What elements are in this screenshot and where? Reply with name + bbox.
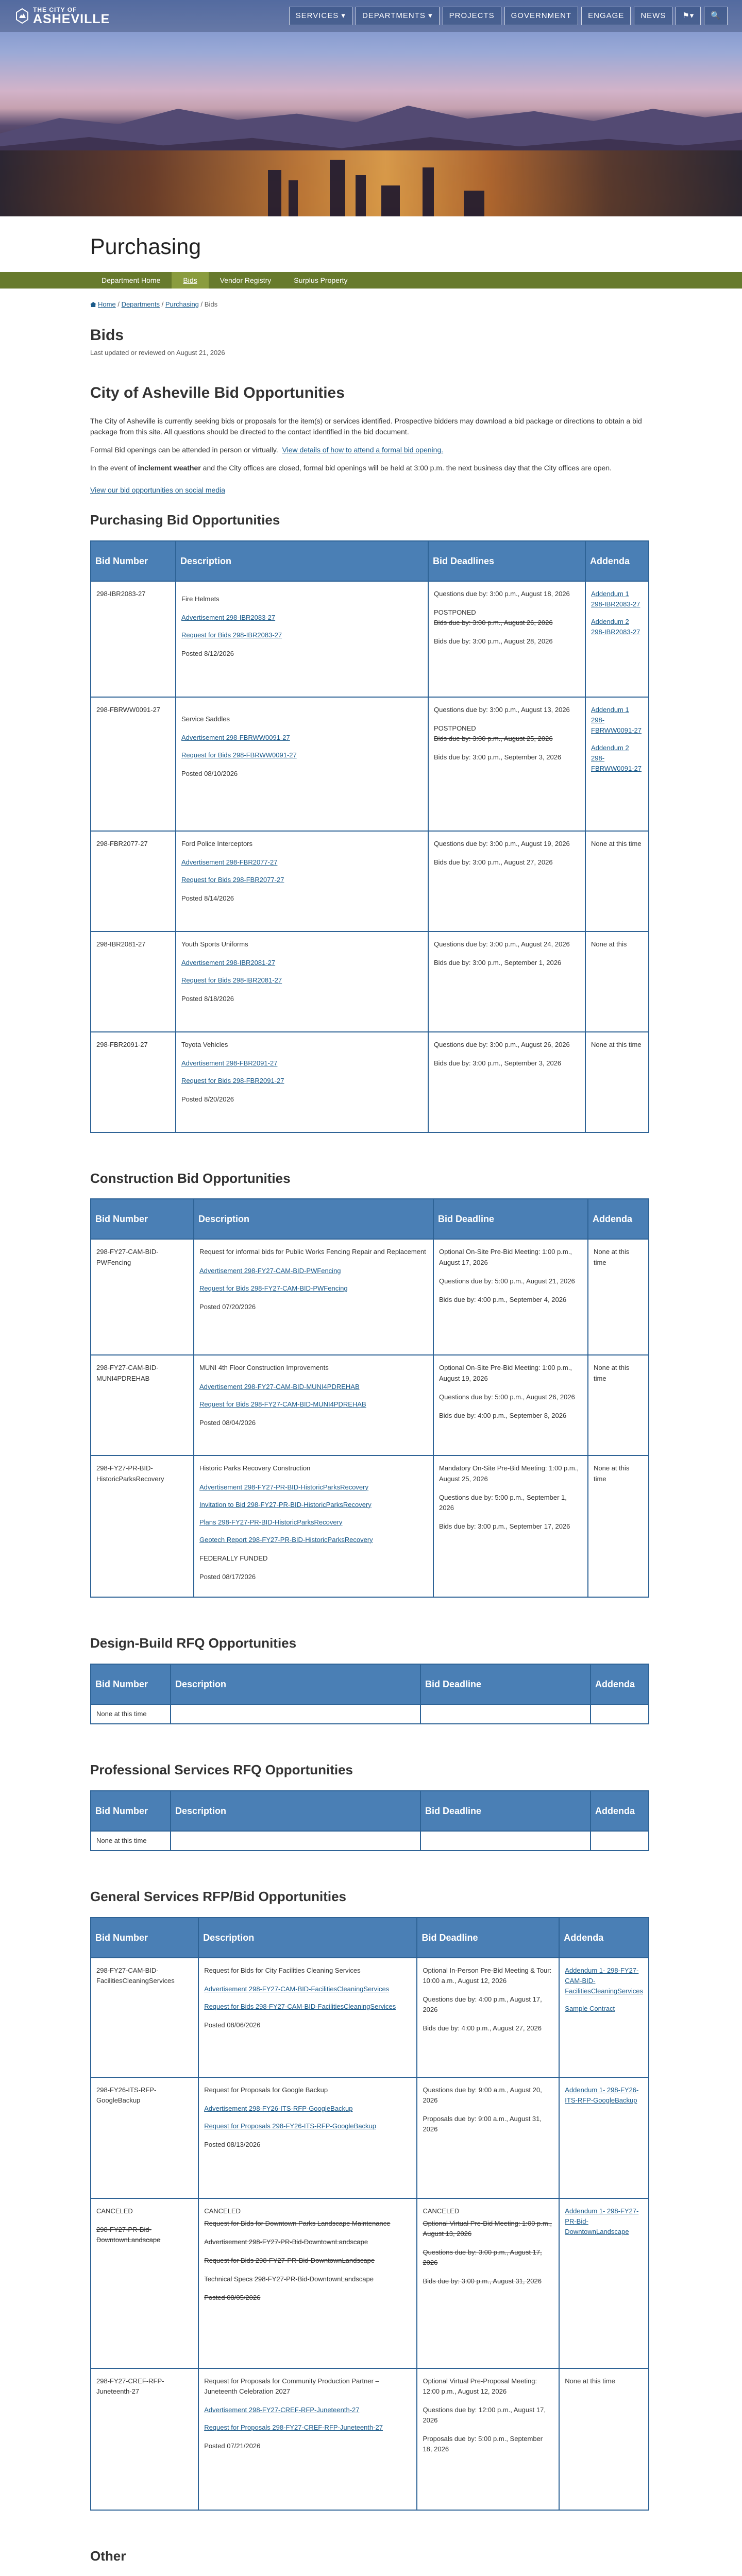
request-struck: Request for Bids 298-FY27-PR-Bid-DowntownLandscape [204, 2257, 375, 2265]
breadcrumb-separator: / [117, 300, 120, 308]
breadcrumb-current: Bids [204, 300, 218, 308]
request-link[interactable]: Request for Bids 298-IBR2081-27 [181, 976, 282, 984]
bid-deadlines [433, 1355, 588, 1455]
bid-name: Historic Parks Recovery Construction [199, 1464, 311, 1472]
skyline-tower [464, 191, 484, 216]
empty-cell [171, 1831, 420, 1851]
addendum-link[interactable]: Addendum 2 298-FBRWW0091-27 [591, 744, 642, 773]
request-link[interactable]: Request for Bids 298-FY27-CAM-BID-MUNI4PDREHAB [199, 1400, 366, 1408]
bids-deadline: Bids due by: 4:00 p.m., September 8, 2026 [439, 1411, 567, 1419]
bids-deadline: Bids due by: 3:00 p.m., September 3, 2026 [434, 1059, 562, 1067]
bid-deadlines [417, 2198, 559, 2368]
specs-struck: Technical Specs 298-FY27-PR-Bid-DowntownLandscape [204, 2275, 374, 2283]
bid-deadlines [428, 697, 585, 831]
posted-date: Posted 07/20/2026 [199, 1302, 256, 1311]
bid-name: Ford Police Interceptors [181, 839, 253, 848]
bid-name: Request for Proposals for Community Production Partner – Juneteenth Celebration 2027 [204, 2377, 379, 2395]
bid-deadlines [428, 1032, 585, 1132]
postponed-label: POSTPONED [434, 724, 476, 732]
bid-addenda: None at this time [585, 831, 649, 931]
bid-name: Request for Bids for Downtown Parks Landscape Maintenance [204, 2219, 391, 2227]
funding-note: FEDERALLY FUNDED [199, 1554, 268, 1563]
col-deadline: Bid Deadline [417, 1918, 559, 1958]
advertisement-link[interactable]: Advertisement 298-FY27-CAM-BID-FacilitiesCleaningServices [204, 1985, 390, 1993]
general-services-heading: General Services RFP/Bid Opportunities [90, 1889, 347, 1905]
addendum-link[interactable]: Addendum 1 298-IBR2083-27 [591, 589, 640, 608]
hero-image [0, 0, 742, 216]
skyline-tower [356, 175, 366, 216]
questions-deadline: Questions due by: 3:00 p.m., August 24, 2026 [434, 940, 570, 948]
questions-deadline: Questions due by: 4:00 p.m., August 17, 2026 [423, 1995, 542, 2014]
language-icon[interactable]: ⚑▾ [676, 7, 701, 25]
bid-addenda: None at this time [588, 1239, 649, 1355]
breadcrumb-departments[interactable]: Departments [121, 300, 160, 308]
bid-description [198, 2198, 417, 2368]
table-header-row [91, 541, 649, 581]
questions-deadline: Questions due by: 3:00 p.m., August 19, 2026 [434, 839, 570, 848]
none-notice: None at this time [91, 1831, 171, 1851]
posted-date: Posted 08/10/2026 [181, 770, 238, 778]
col-bid-number: Bid Number [91, 1199, 194, 1239]
col-deadline: Bid Deadline [433, 1199, 588, 1239]
bid-description [176, 831, 428, 931]
nav-government[interactable]: GOVERNMENT [504, 7, 579, 25]
bid-deadlines [428, 931, 585, 1032]
bid-deadlines [433, 1239, 588, 1355]
bid-name: Request for Proposals for Google Backup [204, 2086, 328, 2094]
prebid-meeting: Optional On-Site Pre-Bid Meeting: 1:00 p.m., August 19, 2026 [439, 1364, 572, 1382]
questions-deadline: Questions due by: 3:00 p.m., August 13, 2026 [434, 705, 570, 714]
col-description: Description [171, 1664, 420, 1704]
subnav-surplus-property[interactable]: Surplus Property [294, 276, 348, 284]
home-icon [90, 302, 96, 307]
advertisement-link[interactable]: Advertisement 298-FY26-ITS-RFP-GoogleBackup [204, 2104, 353, 2112]
prebid-meeting: Optional Virtual Pre-Bid Meeting: 1:00 p.m., August 13, 2026 [423, 2219, 552, 2238]
professional-table [90, 1790, 649, 1851]
bid-description [176, 1032, 428, 1132]
geotech-link[interactable]: Geotech Report 298-FY27-PR-BID-HistoricParksRecovery [199, 1535, 373, 1544]
struck-deadline: Bids due by: 3:00 p.m., August 25, 2026 [434, 734, 553, 742]
table-row [91, 1958, 649, 2077]
bid-addenda: None at this time [588, 1455, 649, 1597]
bid-number [91, 2198, 198, 2368]
city-skyline [0, 150, 742, 216]
bid-name: Fire Helmets [181, 595, 220, 603]
col-addenda: Addenda [559, 1918, 649, 1958]
invitation-link[interactable]: Invitation to Bid 298-FY27-PR-BID-HistoricParksRecovery [199, 1500, 372, 1509]
bid-opening-paragraph [90, 445, 652, 455]
table-row [91, 831, 649, 931]
proposals-deadline: Proposals due by: 5:00 p.m., September 18, 2026 [423, 2435, 543, 2453]
addendum-link[interactable]: Addendum 2 298-IBR2083-27 [591, 617, 640, 636]
search-icon[interactable]: 🔍 [704, 7, 728, 25]
table-row [91, 1032, 649, 1132]
bid-description [176, 697, 428, 831]
bid-addenda [585, 697, 649, 831]
subnav-bids[interactable]: Bids [172, 272, 208, 289]
intro-text [90, 416, 652, 473]
breadcrumb-home[interactable]: Home [98, 300, 116, 308]
struck-deadline: Bids due by: 3:00 p.m., August 26, 2026 [434, 618, 553, 626]
table-row [91, 1239, 649, 1355]
col-addenda: Addenda [591, 1664, 649, 1704]
table-header-row [91, 1199, 649, 1239]
posted-date: Posted 08/17/2026 [199, 1573, 256, 1581]
bid-addenda: None at this time [585, 1032, 649, 1132]
bid-addenda: None at this time [588, 1355, 649, 1455]
purchasing-table [90, 540, 649, 1133]
city-seal-icon [15, 8, 29, 24]
col-bid-number: Bid Number [91, 1664, 171, 1704]
postponed-label: POSTPONED [434, 608, 476, 616]
posted-date: Posted 08/05/2026 [204, 2294, 261, 2302]
request-link[interactable]: Request for Bids 298-FBR2077-27 [181, 875, 284, 884]
table-header-row [91, 1664, 649, 1704]
col-addenda: Addenda [591, 1791, 649, 1831]
bid-number: 298-FY27-CAM-BID-FacilitiesCleaningServices [91, 1958, 198, 2077]
bid-addenda [585, 581, 649, 697]
empty-cell [591, 1831, 649, 1851]
table-row [91, 1831, 649, 1851]
skyline-tower [423, 167, 434, 216]
bid-deadlines [417, 2368, 559, 2510]
col-description: Description [171, 1791, 420, 1831]
bid-description [198, 2368, 417, 2510]
bid-description [194, 1355, 433, 1455]
breadcrumb [90, 300, 652, 310]
table-row [91, 1355, 649, 1455]
questions-deadline: Questions due by: 5:00 p.m., August 26, 2026 [439, 1393, 575, 1401]
advertisement-link[interactable]: Advertisement 298-FY27-PR-BID-HistoricParksRecovery [199, 1483, 368, 1491]
posted-date: Posted 07/21/2026 [204, 2442, 261, 2450]
col-bid-number: Bid Number [91, 1791, 171, 1831]
empty-cell [420, 1831, 591, 1851]
request-link[interactable]: Request for Bids 298-FBRWW0091-27 [181, 751, 297, 759]
table-row [91, 697, 649, 831]
advertisement-link[interactable]: Advertisement 298-FY27-CAM-BID-PWFencing [199, 1266, 341, 1275]
site-header [0, 0, 742, 32]
design-build-heading: Design-Build RFQ Opportunities [90, 1635, 297, 1651]
table-header-row [91, 1918, 649, 1958]
breadcrumb-separator: / [200, 300, 203, 308]
bid-addenda: None at this time [559, 2368, 649, 2510]
col-deadline: Bid Deadline [420, 1664, 591, 1704]
opportunities-heading: City of Asheville Bid Opportunities [90, 384, 345, 402]
table-row [91, 931, 649, 1032]
bid-number: 298-FBR2091-27 [91, 1032, 176, 1132]
logo-big-text: ASHEVILLE [33, 11, 110, 26]
col-description: Description [176, 541, 428, 581]
bids-deadline: Bids due by: 4:00 p.m., August 27, 2026 [423, 2024, 542, 2032]
city-logo[interactable] [15, 7, 110, 26]
canceled-label: CANCELED [423, 2207, 460, 2215]
bid-addenda [559, 2077, 649, 2198]
general-services-table [90, 1917, 649, 2511]
bids-heading: Bids [90, 326, 124, 344]
questions-deadline: Questions due by: 9:00 a.m., August 20, 2026 [423, 2086, 542, 2104]
bids-deadline: Bids due by: 3:00 p.m., September 1, 2026 [434, 958, 562, 967]
bids-deadline: Bids due by: 4:00 p.m., September 4, 2026 [439, 1295, 567, 1303]
posted-date: Posted 08/04/2026 [199, 1418, 256, 1427]
bid-addenda [559, 2198, 649, 2368]
purchasing-heading: Purchasing Bid Opportunities [90, 512, 280, 528]
skyline-tower [268, 170, 281, 216]
addendum-link[interactable]: Addendum 1- 298-FY27-CAM-BID-FacilitiesCleaningServices [565, 1966, 644, 1995]
bids-deadline: Bids due by: 3:00 p.m., September 17, 2026 [439, 1522, 570, 1530]
bids-deadline: Bids due by: 3:00 p.m., August 28, 2026 [434, 637, 553, 646]
bid-name: Request for informal bids for Public Works Fencing Repair and Replacement [199, 1248, 426, 1256]
posted-date: Posted 08/06/2026 [204, 2021, 261, 2029]
empty-cell [591, 1704, 649, 1724]
request-link[interactable]: Request for Bids 298-FY27-CAM-BID-FacilitiesCleaningServices [204, 2002, 396, 2010]
bid-number: 298-FBR2077-27 [91, 831, 176, 931]
canceled-label: CANCELED [96, 2207, 133, 2215]
bid-opening-link[interactable]: View details of how to attend a formal bid opening. [282, 445, 444, 454]
nav-news[interactable]: NEWS [634, 7, 672, 25]
bid-number: 298-FY27-CREF-RFP-Juneteenth-27 [91, 2368, 198, 2510]
bid-number: 298-FY27-CAM-BID-MUNI4PDREHAB [91, 1355, 194, 1455]
bid-deadlines [417, 1958, 559, 2077]
proposals-deadline: Proposals due by: 9:00 a.m., August 31, 2026 [423, 2114, 542, 2133]
bid-number: 298-IBR2081-27 [91, 931, 176, 1032]
request-link[interactable]: Request for Proposals 298-FY26-ITS-RFP-GoogleBackup [204, 2122, 377, 2130]
questions-deadline: Questions due by: 5:00 p.m., August 21, 2026 [439, 1277, 575, 1285]
nav-projects[interactable]: PROJECTS [443, 7, 501, 25]
questions-deadline: Questions due by: 3:00 p.m., August 17, 2026 [423, 2248, 542, 2267]
main-nav [289, 7, 728, 25]
bid-addenda: None at this [585, 931, 649, 1032]
bid-name: Toyota Vehicles [181, 1040, 228, 1048]
subnav-department-home[interactable]: Department Home [102, 276, 161, 284]
posted-date: Posted 8/12/2026 [181, 650, 234, 658]
addendum-link[interactable]: Addendum 1- 298-FY27-PR-Bid-DowntownLandscape [565, 2207, 639, 2235]
social-media-link[interactable]: View our bid opportunities on social media [90, 485, 226, 494]
bid-name: MUNI 4th Floor Construction Improvements [199, 1364, 329, 1372]
col-bid-number: Bid Number [91, 541, 176, 581]
table-row [91, 2368, 649, 2510]
bid-name: Youth Sports Uniforms [181, 940, 248, 948]
prebid-meeting: Optional On-Site Pre-Bid Meeting: 1:00 p.m., August 17, 2026 [439, 1248, 572, 1266]
bid-deadlines [417, 2077, 559, 2198]
weather-text-post: and the City offices are closed, formal bid openings will be held at 3:00 p.m. the next business day that the City offices are open. [203, 463, 612, 472]
table-row-canceled [91, 2198, 649, 2368]
bid-number: 298-FY26-ITS-RFP-GoogleBackup [91, 2077, 198, 2198]
addendum-link[interactable]: Addendum 1 298-FBRWW0091-27 [591, 705, 642, 734]
table-header-row [91, 1791, 649, 1831]
bids-deadline: Bids due by: 3:00 p.m., September 3, 2026 [434, 753, 562, 761]
sub-navigation [0, 272, 742, 289]
prebid-meeting: Optional In-Person Pre-Bid Meeting & Tour: 10:00 a.m., August 12, 2026 [423, 1966, 552, 1985]
main-content [90, 289, 652, 2576]
bids-deadline: Bids due by: 3:00 p.m., August 31, 2026 [423, 2277, 542, 2285]
nav-engage[interactable]: ENGAGE [581, 7, 631, 25]
other-heading: Other [90, 2548, 126, 2564]
professional-heading: Professional Services RFQ Opportunities [90, 1762, 353, 1778]
bid-opening-text: Formal Bid openings can be attended in person or virtually. [90, 445, 278, 454]
prebid-meeting: Mandatory On-Site Pre-Bid Meeting: 1:00 p.m., August 25, 2026 [439, 1464, 579, 1483]
advertisement-link[interactable]: Advertisement 298-FBRWW0091-27 [181, 733, 290, 741]
bid-description [198, 1958, 417, 2077]
advertisement-link[interactable]: Advertisement 298-FBR2077-27 [181, 858, 278, 866]
col-description: Description [198, 1918, 417, 1958]
bid-description [194, 1455, 433, 1597]
table-row [91, 1455, 649, 1597]
skyline-tower [289, 180, 298, 216]
skyline-tower [330, 160, 345, 216]
construction-table [90, 1198, 649, 1598]
request-link[interactable]: Request for Bids 298-FBR2091-27 [181, 1076, 284, 1084]
bid-addenda [559, 1958, 649, 2077]
questions-deadline: Questions due by: 3:00 p.m., August 18, 2026 [434, 589, 570, 598]
advertisement-struck: Advertisement 298-FY27-PR-Bid-DowntownLandscape [204, 2238, 368, 2246]
bid-deadlines [428, 581, 585, 697]
bid-name: Service Saddles [181, 715, 230, 723]
weather-text-pre: In the event of [90, 463, 136, 472]
posted-date: Posted 8/20/2026 [181, 1095, 234, 1104]
posted-date: Posted 8/18/2026 [181, 995, 234, 1003]
advertisement-link[interactable]: Advertisement 298-FBR2091-27 [181, 1059, 278, 1067]
col-description: Description [194, 1199, 433, 1239]
questions-deadline: Questions due by: 12:00 p.m., August 17, 2026 [423, 2405, 546, 2425]
intro-paragraph: The City of Asheville is currently seeking bids or proposals for the item(s) or services identified. Prospective bidders may download a bid package or directions to obtain a bid package from this site. All questions should be directed to the contact identified in the bid document. [90, 416, 642, 436]
request-link[interactable]: Request for Proposals 298-FY27-CREF-RFP-Juneteenth-27 [204, 2424, 383, 2432]
advertisement-link[interactable]: Advertisement 298-FY27-CREF-RFP-Juneteenth-27 [204, 2405, 360, 2414]
bid-deadlines [428, 831, 585, 931]
bid-description [176, 931, 428, 1032]
subnav-vendor-registry[interactable]: Vendor Registry [220, 276, 272, 284]
request-link[interactable]: Request for Bids 298-FY27-CAM-BID-PWFencing [199, 1284, 348, 1292]
col-addenda: Addenda [585, 541, 649, 581]
bid-deadlines [433, 1455, 588, 1597]
breadcrumb-separator: / [161, 300, 164, 308]
col-addenda: Addenda [588, 1199, 649, 1239]
bid-number: 298-FY27-PR-BID-HistoricParksRecovery [91, 1455, 194, 1597]
request-link[interactable]: Request for Bids 298-IBR2083-27 [181, 631, 282, 639]
nav-services[interactable]: SERVICES ▾ [289, 7, 352, 25]
canceled-label: CANCELED [204, 2207, 241, 2215]
bid-number-struck: 298-FY27-PR-Bid-DowntownLandscape [96, 2225, 161, 2244]
col-deadline: Bid Deadline [420, 1791, 591, 1831]
col-deadlines: Bid Deadlines [428, 541, 585, 581]
bid-description [176, 581, 428, 697]
table-row [91, 1704, 649, 1724]
bid-description [194, 1239, 433, 1355]
preproposal-meeting: Optional Virtual Pre-Proposal Meeting: 12:00 p.m., August 12, 2026 [423, 2377, 537, 2395]
empty-cell [171, 1704, 420, 1724]
addendum-link[interactable]: Addendum 1- 298-FY26-ITS-RFP-GoogleBackup [565, 2086, 639, 2104]
advertisement-link[interactable]: Advertisement 298-IBR2081-27 [181, 958, 276, 967]
questions-deadline: Questions due by: 3:00 p.m., August 26, 2026 [434, 1040, 570, 1048]
advertisement-link[interactable]: Advertisement 298-FY27-CAM-BID-MUNI4PDREHAB [199, 1382, 360, 1391]
table-row [91, 2077, 649, 2198]
bid-name: Request for Bids for City Facilities Cleaning Services [204, 1966, 361, 1974]
breadcrumb-purchasing[interactable]: Purchasing [165, 300, 199, 308]
sample-contract-link[interactable]: Sample Contract [565, 2005, 615, 2013]
plans-link[interactable]: Plans 298-FY27-PR-BID-HistoricParksRecovery [199, 1518, 343, 1526]
construction-heading: Construction Bid Opportunities [90, 1170, 291, 1186]
bid-description [198, 2077, 417, 2198]
nav-departments[interactable]: DEPARTMENTS ▾ [356, 7, 440, 25]
bid-number: 298-FBRWW0091-27 [91, 697, 176, 831]
design-build-table [90, 1664, 649, 1724]
questions-deadline: Questions due by: 5:00 p.m., September 1, 2026 [439, 1493, 567, 1512]
bid-number: 298-FY27-CAM-BID-PWFencing [91, 1239, 194, 1355]
posted-date: Posted 8/14/2026 [181, 894, 234, 903]
skyline-tower [381, 185, 400, 216]
weather-bold: inclement weather [138, 463, 201, 472]
posted-date: Posted 08/13/2026 [204, 2141, 261, 2149]
none-notice: None at this time [91, 1704, 171, 1724]
logo-small-text: THE CITY OF [33, 6, 77, 13]
col-bid-number: Bid Number [91, 1918, 198, 1958]
bids-deadline: Bids due by: 3:00 p.m., August 27, 2026 [434, 858, 553, 866]
page-title: Purchasing [90, 234, 201, 259]
weather-paragraph [90, 463, 652, 473]
bid-number: 298-IBR2083-27 [91, 581, 176, 697]
advertisement-link[interactable]: Advertisement 298-IBR2083-27 [181, 613, 276, 621]
table-row [91, 581, 649, 697]
last-updated: Last updated or reviewed on August 21, 2026 [90, 349, 225, 357]
empty-cell [420, 1704, 591, 1724]
